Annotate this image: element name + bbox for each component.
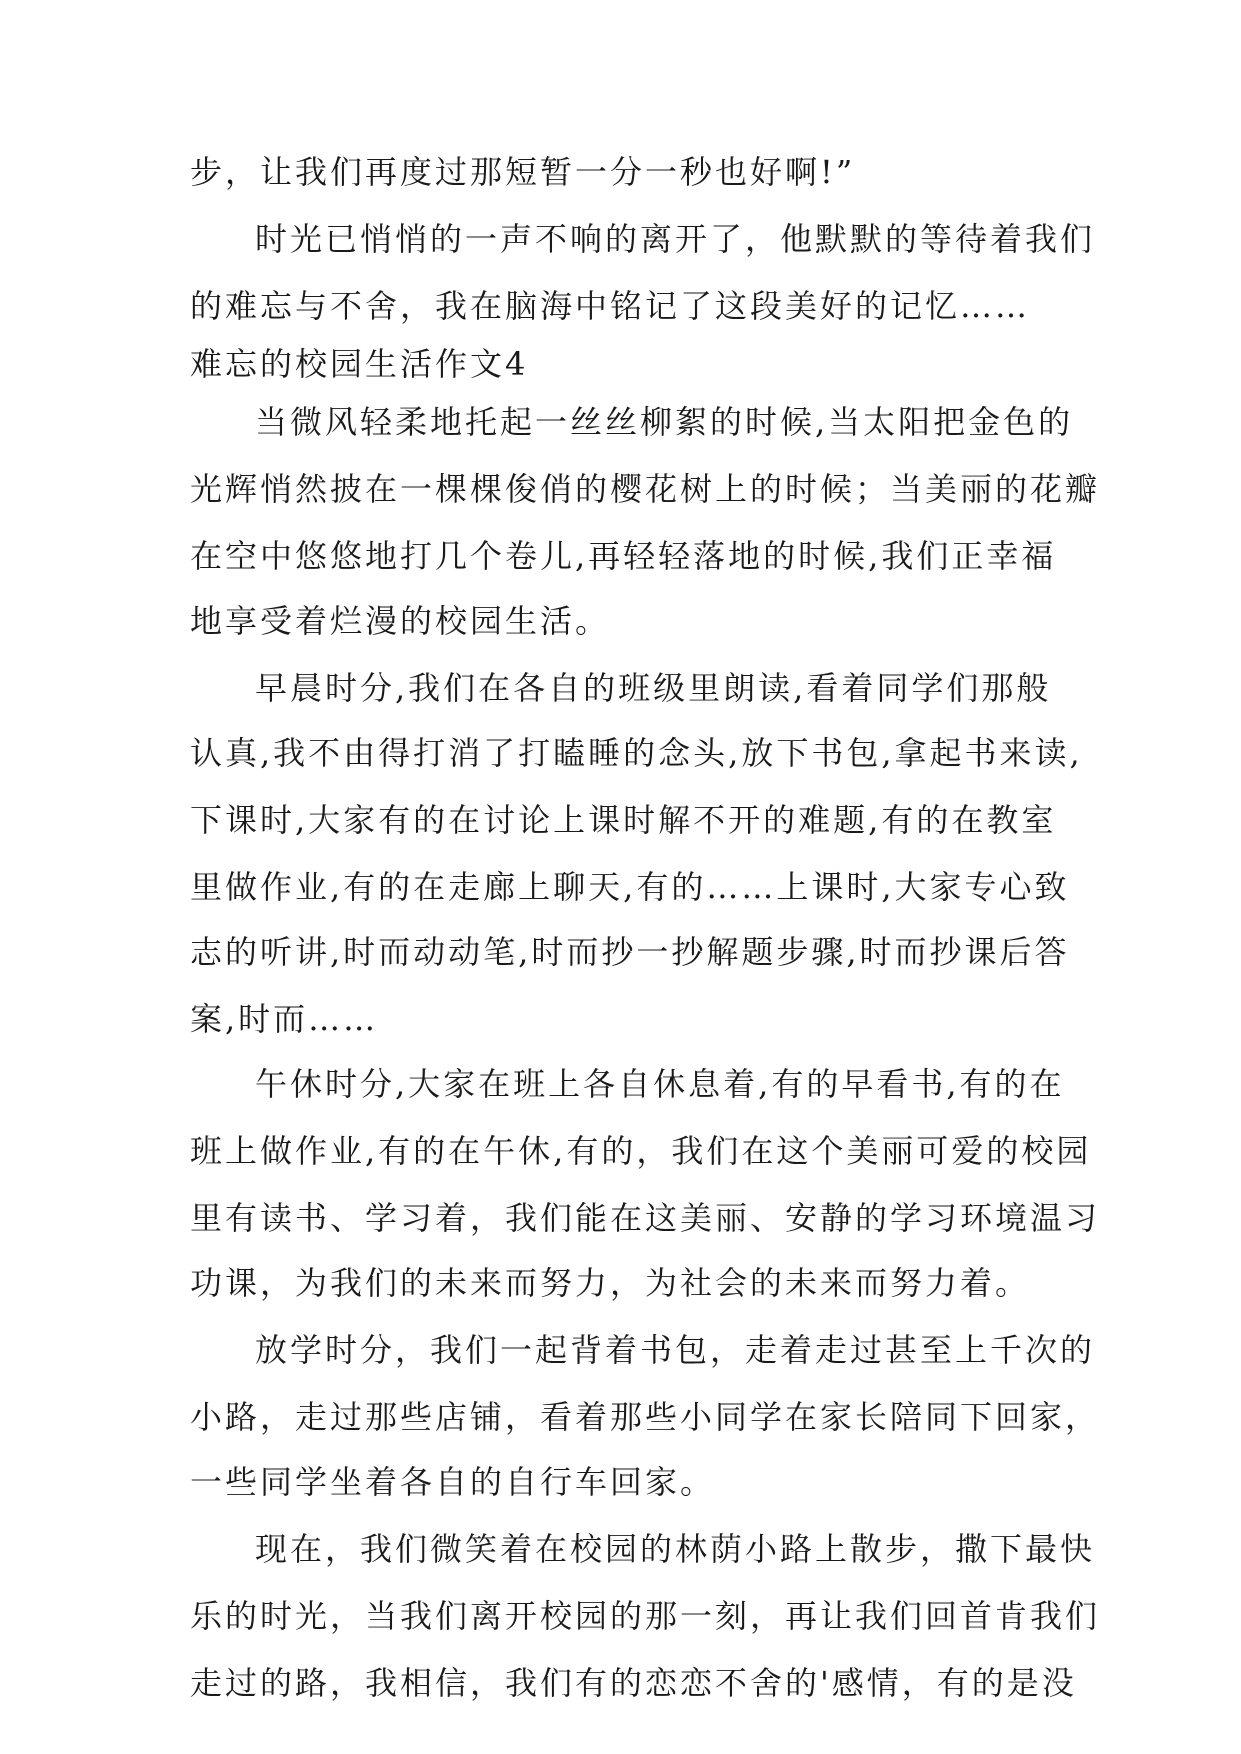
text-line: 认真,我不由得打消了打瞌睡的念头,放下书包,拿起书来读, — [190, 734, 1083, 772]
text-line: 步，让我们再度过那短暂一分一秒也好啊!” — [190, 153, 856, 191]
text-line: 当微风轻柔地托起一丝丝柳絮的时候,当太阳把金色的 — [255, 403, 1074, 441]
text-line: 里做作业,有的在走廊上聊天,有的……上课时,大家专心致 — [190, 868, 1070, 906]
text-line: 走过的路，我相信，我们有的恋恋不舍的'感情，有的是没 — [190, 1664, 1077, 1702]
text-line: 小路，走过那些店铺，看着那些小同学在家长陪同下回家， — [190, 1398, 1101, 1436]
text-line: 在空中悠悠地打几个卷儿,再轻轻落地的时候,我们正幸福 — [190, 537, 1057, 575]
text-line: 光辉悄然披在一棵棵俊俏的樱花树上的时候；当美丽的花瓣 — [190, 470, 1101, 508]
text-line: 时光已悄悄的一声不响的离开了，他默默的等待着我们 — [255, 220, 1096, 258]
text-line: 里有读书、学习着，我们能在这美丽、安静的学习环境温习 — [190, 1199, 1101, 1237]
text-line: 乐的时光，当我们离开校园的那一刻，再让我们回首肯我们 — [190, 1597, 1101, 1635]
text-line: 功课，为我们的未来而努力，为社会的未来而努力着。 — [190, 1264, 1031, 1302]
text-line: 早晨时分,我们在各自的班级里朗读,看着同学们那般 — [255, 669, 1052, 707]
text-line: 下课时,大家有的在讨论上课时解不开的难题,有的在教室 — [190, 801, 1057, 839]
text-line: 地享受着烂漫的校园生活。 — [190, 602, 611, 640]
text-line: 案,时而…… — [190, 1000, 379, 1038]
text-line: 志的听讲,时而动动笔,时而抄一抄解题步骤,时而抄课后答 — [190, 933, 1070, 971]
text-line: 午休时分,大家在班上各自休息着,有的早看书,有的在 — [255, 1065, 1065, 1103]
text-line: 现在，我们微笑着在校园的林荫小路上散步，撒下最快 — [255, 1530, 1096, 1568]
text-line: 的难忘与不舍，我在脑海中铭记了这段美好的记忆…… — [190, 287, 1031, 325]
section-heading: 难忘的校园生活作文4 — [190, 345, 529, 383]
text-line: 一些同学坐着各自的自行车回家。 — [190, 1463, 716, 1501]
text-line: 班上做作业,有的在午休,有的，我们在这个美丽可爱的校园 — [190, 1132, 1092, 1170]
text-line: 放学时分，我们一起背着书包，走着走过甚至上千次的 — [255, 1331, 1096, 1369]
